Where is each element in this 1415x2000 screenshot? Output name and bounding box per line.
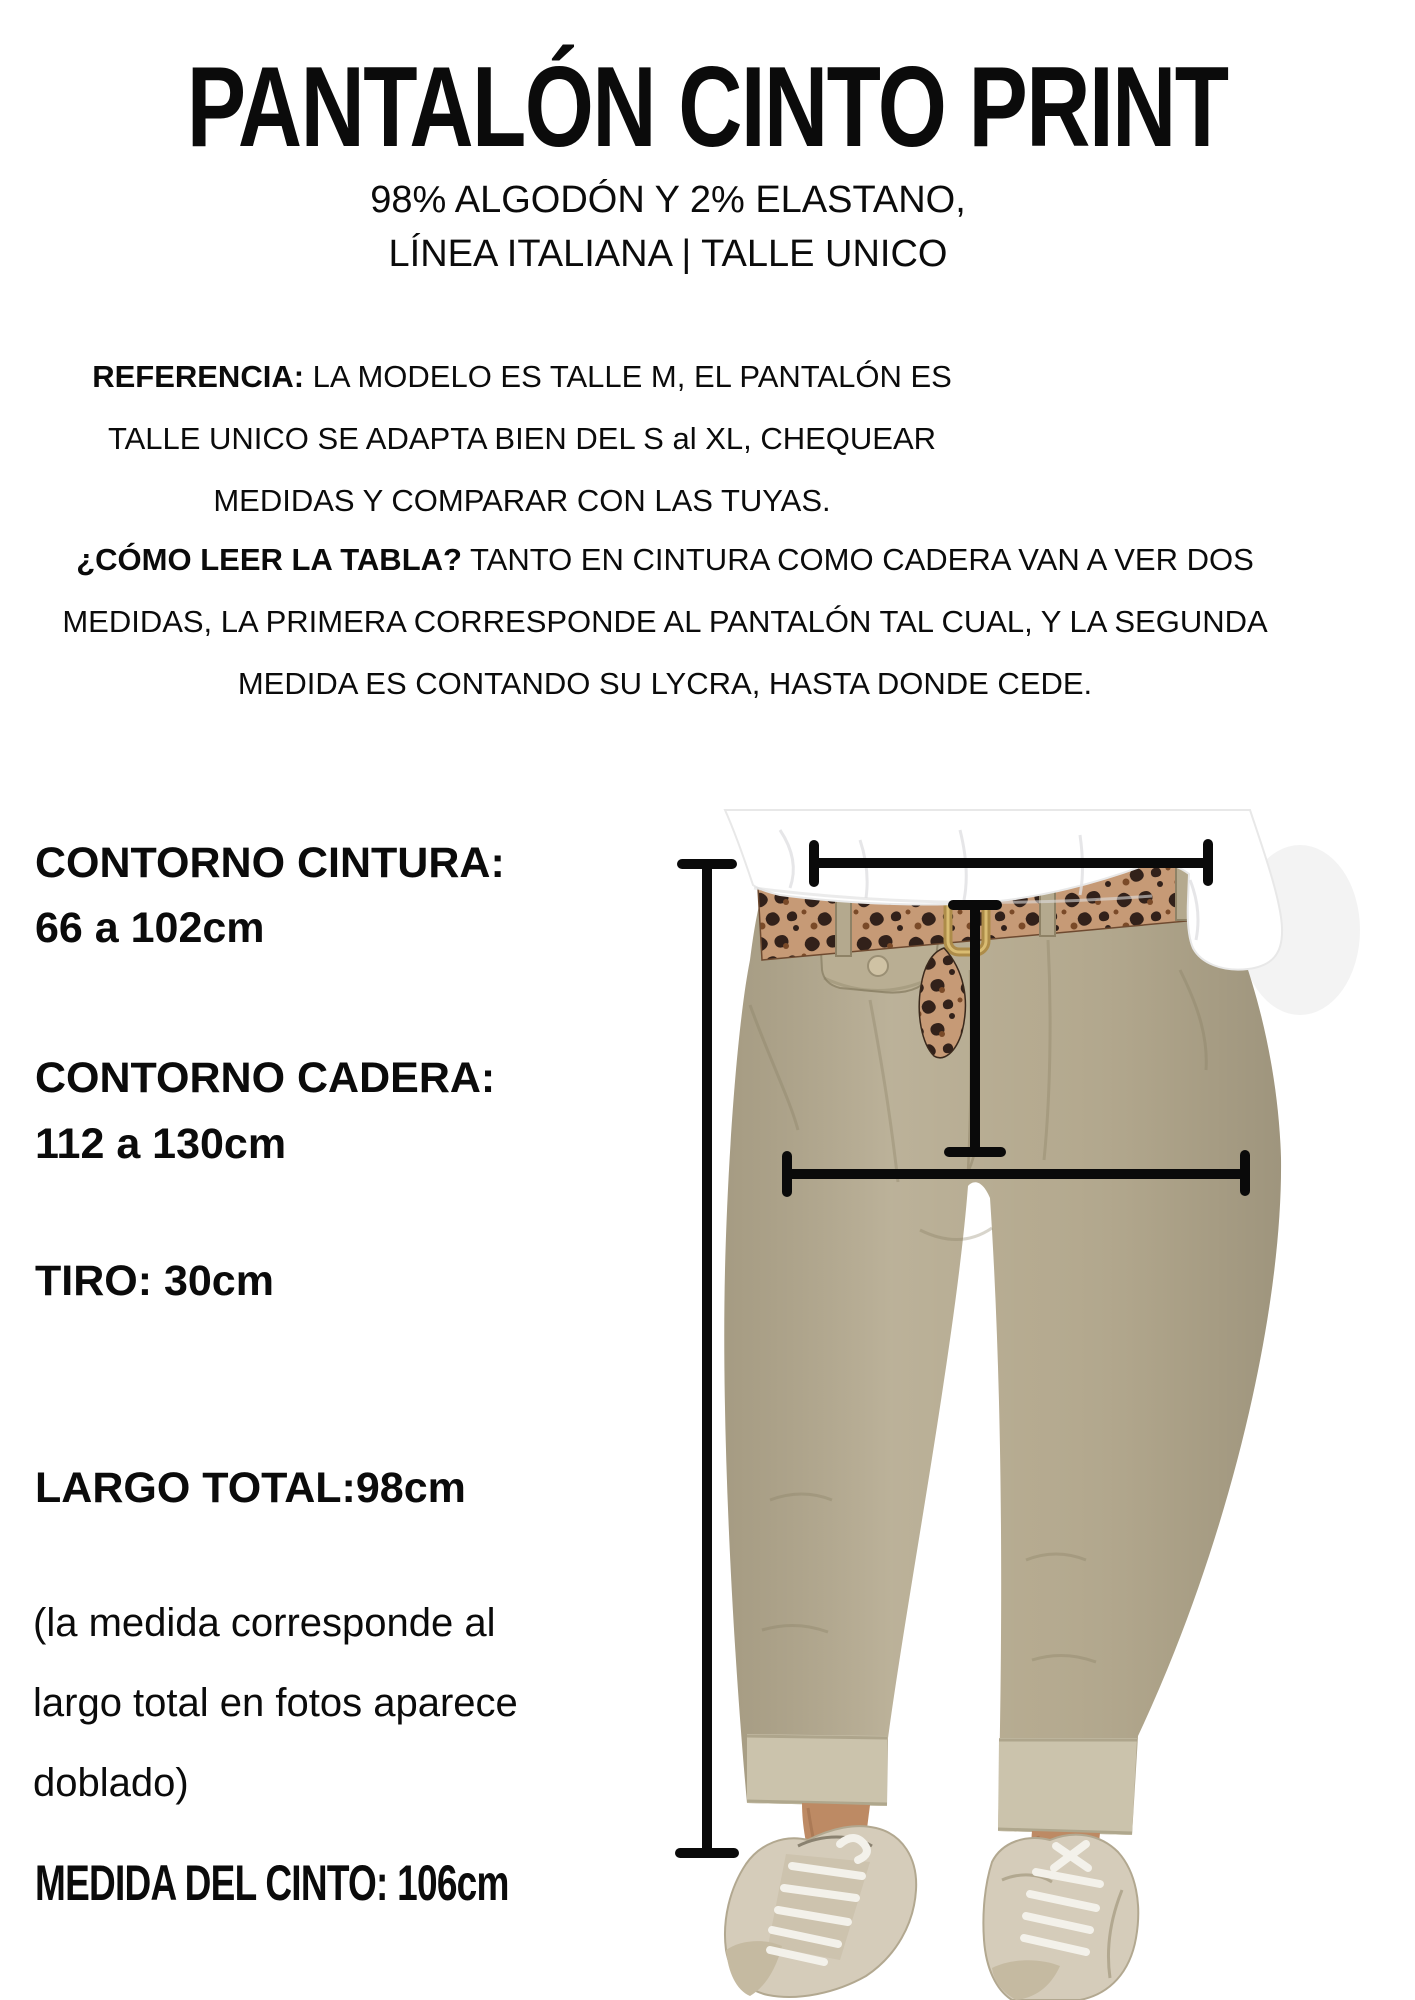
product-photo bbox=[540, 800, 1415, 2000]
product-name: PANTALÓN CINTO PRINT bbox=[187, 44, 1228, 171]
reference-paragraph bbox=[52, 346, 992, 532]
model-illustration bbox=[540, 800, 1415, 2000]
rise-measure: TIRO: 30cm bbox=[35, 1257, 274, 1305]
how-to-read-label: ¿CÓMO LEER LA TABLA? bbox=[76, 542, 462, 577]
page-title bbox=[0, 44, 1415, 171]
waist-value: 66 a 102cm bbox=[35, 904, 265, 952]
composition-line: 98% ALGODÓN Y 2% ELASTANO, bbox=[370, 179, 966, 221]
belt-measure-text: MEDIDA DEL CINTO: 106cm bbox=[35, 1855, 509, 1911]
waist-label: CONTORNO CINTURA: bbox=[35, 839, 505, 887]
left-sneaker bbox=[725, 1826, 916, 1997]
how-to-read-paragraph bbox=[30, 529, 1300, 715]
reference-label: REFERENCIA: bbox=[92, 359, 305, 394]
reference-text: LA MODELO ES TALLE M, EL PANTALÓN ES TALLE UNICO SE ADAPTA BIEN DEL S al XL, CHEQUEAR MEDIDAS Y COMPARAR CON LAS TUYAS. bbox=[107, 359, 952, 518]
how-to-read-text: TANTO EN CINTURA COMO CADERA VAN A VER DOS MEDIDAS, LA PRIMERA CORRESPONDE AL PANTALÓN TAL CUAL, Y LA SEGUNDA MEDIDA ES CONTANDO SU LYCRA, HASTA DONDE CEDE. bbox=[62, 542, 1268, 701]
right-sneaker bbox=[983, 1835, 1138, 2000]
length-note: (la medida corresponde al largo total en fotos aparece doblado) bbox=[33, 1601, 518, 1805]
total-length-measure: LARGO TOTAL:98cm bbox=[35, 1464, 466, 1512]
pants bbox=[724, 860, 1281, 1835]
hip-value: 112 a 130cm bbox=[35, 1120, 287, 1168]
hip-label: CONTORNO CADERA: bbox=[35, 1054, 496, 1102]
talle-line: LÍNEA ITALIANA | TALLE UNICO bbox=[388, 233, 948, 275]
pocket-button bbox=[868, 956, 888, 976]
